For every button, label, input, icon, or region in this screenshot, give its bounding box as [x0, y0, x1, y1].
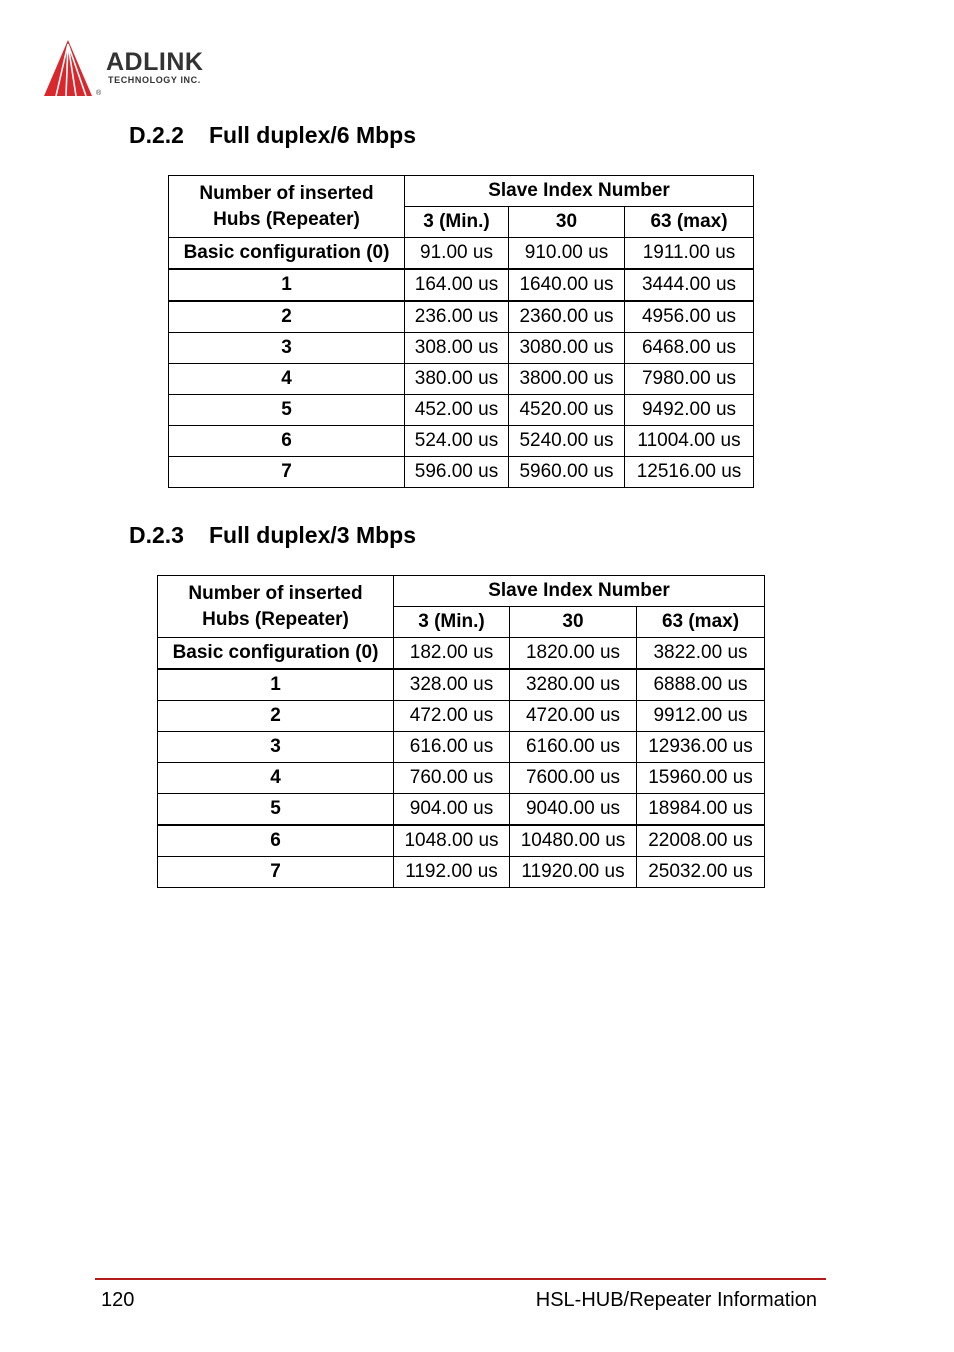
- column-header-min: 3 (Min.): [405, 207, 509, 238]
- value-cell: 4520.00 us: [509, 395, 625, 426]
- value-cell: 6888.00 us: [637, 669, 765, 701]
- section-number: D.2.2: [129, 122, 184, 148]
- value-cell: 9492.00 us: [625, 395, 754, 426]
- table-row: [169, 333, 754, 364]
- value-cell: 18984.00 us: [637, 794, 765, 826]
- value-cell: 4720.00 us: [510, 701, 637, 732]
- value-cell: 524.00 us: [405, 426, 509, 457]
- value-cell: 11920.00 us: [510, 857, 637, 888]
- value-cell: 6160.00 us: [510, 732, 637, 763]
- value-cell: 7980.00 us: [625, 364, 754, 395]
- table-row: [158, 825, 765, 857]
- value-cell: 3444.00 us: [625, 269, 754, 301]
- value-cell: 904.00 us: [394, 794, 510, 826]
- value-cell: 9040.00 us: [510, 794, 637, 826]
- value-cell: 760.00 us: [394, 763, 510, 794]
- row-label: 2: [169, 301, 405, 333]
- row-label: 4: [169, 364, 405, 395]
- value-cell: 2360.00 us: [509, 301, 625, 333]
- value-cell: 1911.00 us: [625, 238, 754, 270]
- value-cell: 25032.00 us: [637, 857, 765, 888]
- company-logo: [42, 38, 242, 100]
- brand-name: ADLINK: [106, 48, 204, 76]
- value-cell: 164.00 us: [405, 269, 509, 301]
- footer-rule: [95, 1278, 826, 1280]
- value-cell: 616.00 us: [394, 732, 510, 763]
- value-cell: 9912.00 us: [637, 701, 765, 732]
- value-cell: 596.00 us: [405, 457, 509, 488]
- row-label: 5: [169, 395, 405, 426]
- column-header-30: 30: [510, 607, 637, 638]
- table-row: [169, 364, 754, 395]
- value-cell: 15960.00 us: [637, 763, 765, 794]
- logo-triangle-icon: [42, 38, 102, 98]
- value-cell: 3800.00 us: [509, 364, 625, 395]
- value-cell: 236.00 us: [405, 301, 509, 333]
- value-cell: 4956.00 us: [625, 301, 754, 333]
- row-header-cell: Number of inserted Hubs (Repeater): [169, 176, 405, 238]
- table-row: [158, 794, 765, 826]
- row-label: 6: [169, 426, 405, 457]
- value-cell: 452.00 us: [405, 395, 509, 426]
- value-cell: 1192.00 us: [394, 857, 510, 888]
- value-cell: 12936.00 us: [637, 732, 765, 763]
- row-label: 6: [158, 825, 394, 857]
- value-cell: 380.00 us: [405, 364, 509, 395]
- row-header-cell: Number of inserted Hubs (Repeater): [158, 576, 394, 638]
- value-cell: 328.00 us: [394, 669, 510, 701]
- value-cell: 182.00 us: [394, 638, 510, 670]
- section-heading-d22: [129, 124, 416, 147]
- value-cell: 1048.00 us: [394, 825, 510, 857]
- row-label: Basic configuration (0): [169, 238, 405, 270]
- table-row: [158, 763, 765, 794]
- section-heading-d23: [129, 524, 416, 547]
- value-cell: 3080.00 us: [509, 333, 625, 364]
- value-cell: 5240.00 us: [509, 426, 625, 457]
- value-cell: 1640.00 us: [509, 269, 625, 301]
- row-label: 2: [158, 701, 394, 732]
- table-row: [169, 301, 754, 333]
- row-label: 7: [158, 857, 394, 888]
- value-cell: 12516.00 us: [625, 457, 754, 488]
- value-cell: 22008.00 us: [637, 825, 765, 857]
- column-header-min: 3 (Min.): [394, 607, 510, 638]
- value-cell: 11004.00 us: [625, 426, 754, 457]
- section-number: D.2.3: [129, 522, 184, 548]
- table-row: [169, 426, 754, 457]
- value-cell: 910.00 us: [509, 238, 625, 270]
- section-title: Full duplex/6 Mbps: [209, 122, 417, 148]
- table-row: [158, 669, 765, 701]
- row-label: 3: [158, 732, 394, 763]
- value-cell: 6468.00 us: [625, 333, 754, 364]
- page-number: 120: [101, 1289, 135, 1311]
- table-row: [169, 457, 754, 488]
- table-row: [158, 732, 765, 763]
- chapter-title: HSL-HUB/Repeater Information: [535, 1289, 817, 1311]
- row-label: Basic configuration (0): [158, 638, 394, 670]
- group-header-cell: Slave Index Number: [405, 176, 754, 207]
- table-row: [158, 638, 765, 670]
- value-cell: 3280.00 us: [510, 669, 637, 701]
- table-row: [169, 238, 754, 270]
- value-cell: 308.00 us: [405, 333, 509, 364]
- value-cell: 472.00 us: [394, 701, 510, 732]
- section-title: Full duplex/3 Mbps: [209, 522, 417, 548]
- value-cell: 7600.00 us: [510, 763, 637, 794]
- value-cell: 3822.00 us: [637, 638, 765, 670]
- column-header-max: 63 (max): [625, 207, 754, 238]
- value-cell: 5960.00 us: [509, 457, 625, 488]
- table-row: [158, 857, 765, 888]
- row-label: 1: [169, 269, 405, 301]
- value-cell: 91.00 us: [405, 238, 509, 270]
- row-label: 5: [158, 794, 394, 826]
- table-row: [169, 269, 754, 301]
- table-row: [169, 395, 754, 426]
- row-label: 1: [158, 669, 394, 701]
- column-header-30: 30: [509, 207, 625, 238]
- value-cell: 10480.00 us: [510, 825, 637, 857]
- row-label: 3: [169, 333, 405, 364]
- column-header-max: 63 (max): [637, 607, 765, 638]
- registered-mark: ®: [96, 90, 102, 97]
- brand-subtitle: TECHNOLOGY INC.: [108, 75, 201, 85]
- table-row: [158, 701, 765, 732]
- timing-table-6mbps: [168, 175, 754, 488]
- group-header-cell: Slave Index Number: [394, 576, 765, 607]
- timing-table-3mbps: [157, 575, 765, 888]
- row-label: 4: [158, 763, 394, 794]
- value-cell: 1820.00 us: [510, 638, 637, 670]
- row-label: 7: [169, 457, 405, 488]
